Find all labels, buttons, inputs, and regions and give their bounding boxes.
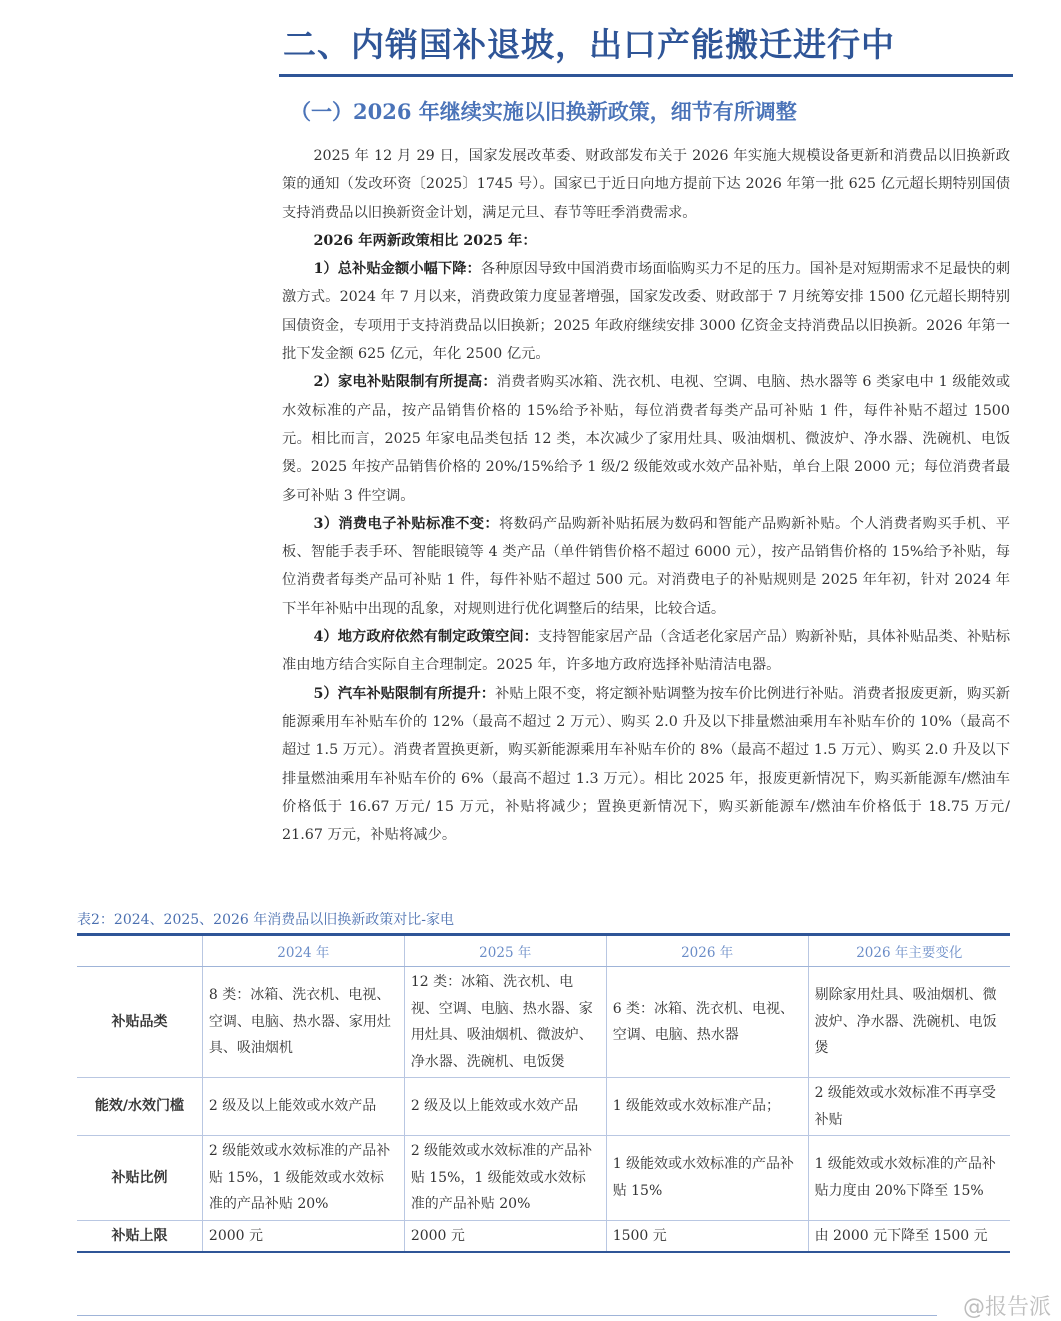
column-header: 2025 年 [404,935,606,967]
table-cell: 1500 元 [606,1220,808,1252]
row-header: 补贴品类 [77,967,202,1078]
row-header: 能效/水效门槛 [77,1078,202,1136]
title-divider [279,74,1013,77]
point-text: 将数码产品购新补贴拓展为数码和智能产品购新补贴。个人消费者购买手机、平板、智能手表手环、智能眼镜等 4 类产品（单件销售价格不超过 6000 元），按产品销售价格的 15%给予补贴，每位消费者每类产品可补贴 1 件，每件补贴不超过 500 元。对消费电子的补贴规则是 2025 年年初，针对 2024 年下半年补贴中出现的乱象，对规则进行优化调整后的结果，比较合适。 [282,515,1010,617]
point-paragraph [282,368,1010,509]
table-cell: 6 类：冰箱、洗衣机、电视、空调、电脑、热水器 [606,967,808,1078]
point-paragraph [282,510,1010,623]
table-header-row [77,935,1010,967]
point-paragraph [282,680,1010,850]
comparison-table [77,933,1010,1253]
table-cell: 1 级能效或水效标准的产品补贴力度由 20%下降至 15% [808,1136,1010,1221]
footer-divider [77,1315,937,1316]
table-row [77,1136,1010,1221]
point-label: 2）家电补贴限制有所提高： [313,374,497,391]
table-cell: 2 级及以上能效或水效产品 [202,1078,404,1136]
point-paragraph [282,255,1010,368]
table-row [77,1220,1010,1252]
table-cell: 1 级能效或水效标准的产品补贴 15% [606,1136,808,1221]
point-text: 补贴上限不变，将定额补贴调整为按车价比例进行补贴。消费者报废更新，购买新能源乘用车补贴车价的 12%（最高不超过 2 万元）、购买 2.0 升及以下排量燃油乘用车补贴车价的 10%（最高不超过 1.5 万元）。消费者置换更新，购买新能源乘用车补贴车价的 8%（最高不超过 1.5 万元）、购买 2.0 升及以下排量燃油乘用车补贴车价的 6%（最高不超过 1.3 万元）。相比 2025 年，报废更新情况下，购买新能源车/燃油车价格低于 16.67 万元/ 15 万元，补贴将减少；置换更新情况下，购买新能源车/燃油车价格低于 18.75 万元/ 21.67 万元，补贴将减少。 [282,685,1010,844]
row-header: 补贴上限 [77,1220,202,1252]
point-text: 消费者购买冰箱、洗衣机、电视、空调、电脑、热水器等 6 类家电中 1 级能效或水效标准的产品，按产品销售价格的 15%给予补贴，每位消费者每类产品可补贴 1 件，每件补贴不超过 1500 元。相比而言，2025 年家电品类包括 12 类，本次减少了家用灶具、吸油烟机、微波炉、净水器、洗碗机、电饭煲。2025 年按产品销售价格的 20%/15%给予 1 级/2 级能效或水效产品补贴，单台上限 2000 元；每位消费者最多可补贴 3 件空调。 [282,374,1011,504]
table-cell: 12 类：冰箱、洗衣机、电视、空调、电脑、热水器、家用灶具、吸油烟机、微波炉、净水器、洗碗机、电饭煲 [404,967,606,1078]
section-title: 二、内销国补退坡，出口产能搬迁进行中 [283,25,895,64]
point-label: 3）消费电子补贴标准不变： [313,515,500,532]
table-cell: 剔除家用灶具、吸油烟机、微波炉、净水器、洗碗机、电饭煲 [808,967,1010,1078]
table-cell: 8 类：冰箱、洗衣机、电视、空调、电脑、热水器、家用灶具、吸油烟机 [202,967,404,1078]
table-caption: 表2：2024、2025、2026 年消费品以旧换新政策对比-家电 [77,912,454,928]
column-header: 2026 年 [606,935,808,967]
table-row [77,1078,1010,1136]
table-cell: 2000 元 [404,1220,606,1252]
table-cell: 2 级能效或水效标准的产品补贴 15%，1 级能效或水效标准的产品补贴 20% [404,1136,606,1221]
table-cell: 2000 元 [202,1220,404,1252]
point-text: 支持智能家居产品（含适老化家居产品）购新补贴，具体补贴品类、补贴标准由地方结合实际自主合理制定。2025 年，许多地方政府选择补贴清洁电器。 [282,629,1010,674]
column-header: 2024 年 [202,935,404,967]
point-label: 1）总补贴金额小幅下降： [313,261,481,278]
watermark: @报告派 [962,1295,1051,1320]
row-header: 补贴比例 [77,1136,202,1221]
table-row [77,967,1010,1078]
point-label: 4）地方政府依然有制定政策空间： [313,629,538,646]
table-cell: 2 级及以上能效或水效产品 [404,1078,606,1136]
intro-paragraph: 2025 年 12 月 29 日，国家发展改革委、财政部发布关于 2026 年实施大规模设备更新和消费品以旧换新政策的通知（发改环资〔2025〕1745 号）。国家已于近日向地方提前下达 2026 年第一批 625 亿元超长期特别国债支持消费品以旧换新资金计划，满足元旦、春节等旺季消费需求。 [282,148,1010,221]
subsection-title: （一）2026 年继续实施以旧换新政策，细节有所调整 [290,99,797,124]
table-cell: 2 级能效或水效标准不再享受补贴 [808,1078,1010,1136]
compare-heading: 2026 年两新政策相比 2025 年： [313,232,537,249]
table-cell: 由 2000 元下降至 1500 元 [808,1220,1010,1252]
point-paragraph [282,623,1010,680]
table-cell: 2 级能效或水效标准的产品补贴 15%，1 级能效或水效标准的产品补贴 20% [202,1136,404,1221]
column-header [77,935,202,967]
body-text [282,142,1010,849]
point-label: 5）汽车补贴限制有所提升： [313,685,496,702]
point-text: 各种原因导致中国消费市场面临购买力不足的压力。国补是对短期需求不足最快的刺激方式。2024 年 7 月以来，消费政策力度显著增强，国家发改委、财政部于 7 月统筹安排 1500 亿元超长期特别国债资金，专项用于支持消费品以旧换新；2025 年政府继续安排 3000 亿资金支持消费品以旧换新。2026 年第一批下发金额 625 亿元，年化 2500 亿元。 [282,261,1011,363]
column-header: 2026 年主要变化 [808,935,1010,967]
table-cell: 1 级能效或水效标准产品； [606,1078,808,1136]
